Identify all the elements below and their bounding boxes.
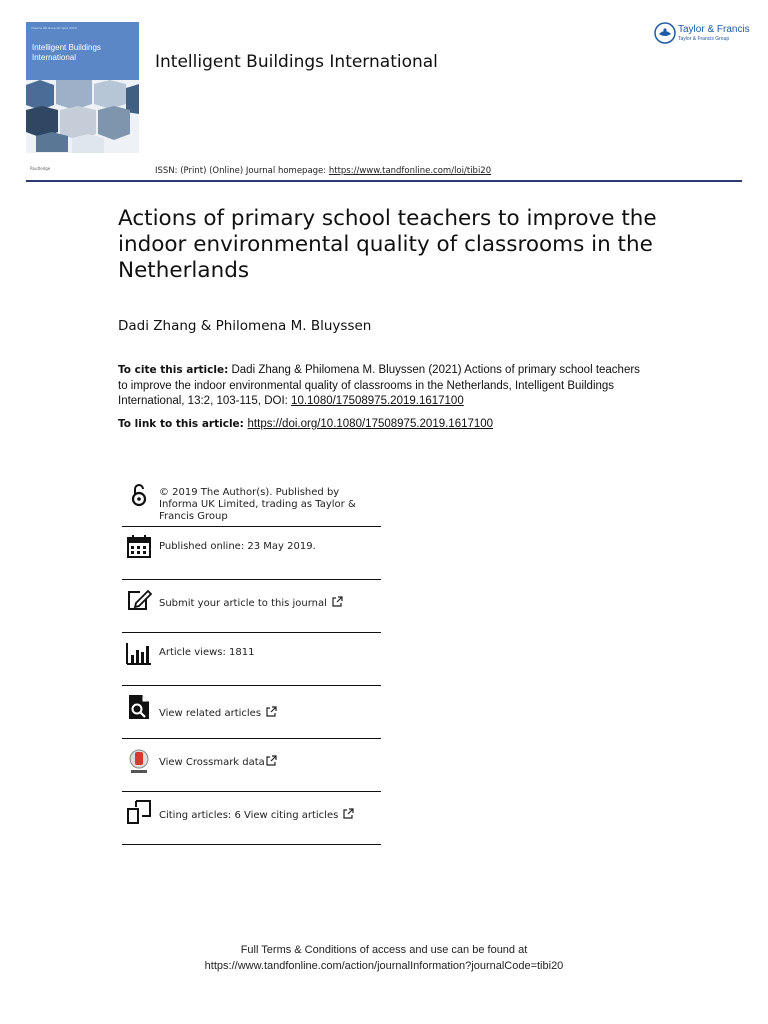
info-item-submit[interactable] <box>122 580 381 633</box>
cover-publisher-mark: Routledge <box>30 166 51 171</box>
crossmark-label: View Crossmark data <box>159 757 265 768</box>
published-date-text: Published online: 23 May 2019. <box>159 541 316 552</box>
citing-articles-link[interactable] <box>159 808 381 822</box>
info-item-views <box>122 633 381 686</box>
journal-homepage-link[interactable]: https://www.tandfonline.com/loi/tibi20 <box>328 166 492 176</box>
info-item-related[interactable] <box>122 686 381 739</box>
journal-cover-image <box>26 22 139 153</box>
license-text: © 2019 The Author(s). Published by Informa UK Limited, trading as Taylor & Francis Group <box>159 487 356 522</box>
terms-url[interactable]: https://www.tandfonline.com/action/journalInformation?journalCode=tibi20 <box>204 960 564 972</box>
external-link-icon <box>332 596 343 607</box>
publisher-name: Taylor & Francis <box>678 24 750 35</box>
journal-name: Intelligent Buildings International <box>155 52 438 72</box>
article-doi-url[interactable]: https://doi.org/10.1080/17508975.2019.1617100 <box>247 418 494 430</box>
article-link-line <box>118 418 493 430</box>
publisher-subname: Taylor & Francis Group <box>678 36 730 42</box>
crossmark-icon <box>126 749 152 775</box>
crossmark-link[interactable] <box>159 755 381 769</box>
terms-footer <box>0 942 768 974</box>
cite-label: To cite this article: <box>118 364 229 376</box>
article-authors: Dadi Zhang & Philomena M. Bluyssen <box>118 318 372 334</box>
cover-title: Intelligent Buildings International <box>32 43 101 62</box>
cover-building-photos <box>26 80 139 153</box>
calendar-icon <box>126 533 152 559</box>
open-access-icon <box>126 482 152 508</box>
cite-text: Dadi Zhang & Philomena M. Bluyssen (2021) Actions of primary school teachers to improve the indoor environmental quality of classrooms in the Netherlands, Intelligent Buildings International, 13:2, 103-115, DOI: <box>118 364 640 407</box>
publisher-logo[interactable] <box>654 22 754 48</box>
info-item-license <box>122 478 381 527</box>
info-item-published <box>122 527 381 580</box>
info-item-crossmark[interactable] <box>122 739 381 792</box>
terms-text: Full Terms & Conditions of access and use can be found at <box>240 944 528 956</box>
submit-article-label: Submit your article to this journal <box>159 598 327 609</box>
external-link-icon <box>266 706 277 717</box>
edit-icon <box>126 587 152 613</box>
info-item-citing[interactable] <box>122 792 381 845</box>
link-label: To link to this article: <box>118 418 248 430</box>
submit-article-link[interactable] <box>159 596 381 610</box>
article-views-text: Article views: 1811 <box>159 647 255 658</box>
issn-line <box>155 166 491 176</box>
search-document-icon <box>126 694 152 720</box>
related-articles-link[interactable] <box>159 706 381 720</box>
doi-link[interactable]: 10.1080/17508975.2019.1617100 <box>291 395 464 407</box>
external-link-icon <box>343 808 354 819</box>
external-link-icon <box>266 755 277 766</box>
cover-small-text: Volume 00 Issue 00 April 2019 <box>31 26 77 30</box>
publisher-logo-icon <box>654 22 676 44</box>
article-info-list <box>122 478 381 845</box>
citing-articles-label: Citing articles: 6 View citing articles <box>159 810 339 821</box>
citing-icon <box>126 799 152 825</box>
issn-text: ISSN: (Print) (Online) Journal homepage: <box>155 166 329 176</box>
header-divider <box>26 180 742 182</box>
citation-block <box>118 363 648 410</box>
related-articles-label: View related articles <box>159 708 262 719</box>
bar-chart-icon <box>126 641 152 667</box>
article-title: Actions of primary school teachers to improve the indoor environmental quality of classrooms in the Netherlands <box>118 206 657 283</box>
